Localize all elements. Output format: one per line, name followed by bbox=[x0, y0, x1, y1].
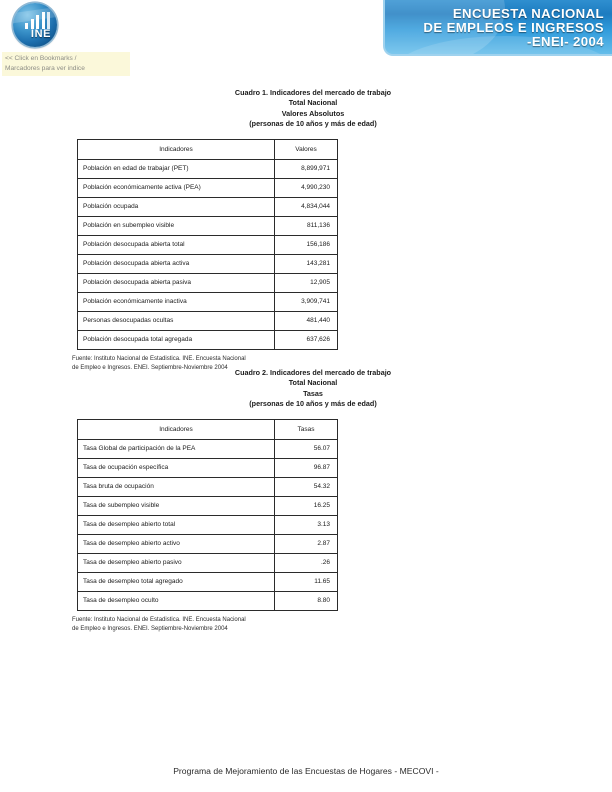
table-2-title-line-2: Total Nacional bbox=[288, 378, 338, 388]
table-1-title-line-1: Cuadro 1. Indicadores del mercado de trabajo bbox=[234, 88, 392, 97]
table-1-source-line-1: Fuente: Instituto Nacional de Estadistica. INE. Encuesta Nacional bbox=[72, 355, 246, 362]
table-row bbox=[78, 496, 338, 515]
value-cell: 3,909,741 bbox=[275, 292, 338, 311]
table-row bbox=[78, 572, 338, 591]
value-cell: 4,834,044 bbox=[275, 197, 338, 216]
table-row bbox=[78, 458, 338, 477]
table-row bbox=[78, 553, 338, 572]
table-1-title-line-2: Total Nacional bbox=[288, 98, 338, 108]
indicator-cell: Tasa Global de participación de la PEA bbox=[78, 439, 275, 458]
table-2-title-line-4: (personas de 10 años y más de edad) bbox=[249, 399, 377, 409]
table-block-cuadro-2 bbox=[0, 368, 612, 635]
globe-icon bbox=[13, 3, 57, 47]
table-1-body bbox=[78, 159, 338, 349]
table-row bbox=[78, 515, 338, 534]
table-2-col-tasas: Tasas bbox=[275, 419, 338, 439]
table-row bbox=[78, 534, 338, 553]
indicator-cell: Población desocupada abierta pasiva bbox=[78, 273, 275, 292]
indicator-cell: Personas desocupadas ocultas bbox=[78, 311, 275, 330]
bookmark-hint-line-2: Marcadores para ver indice bbox=[5, 65, 85, 73]
indicator-cell: Tasa de desempleo abierto pasivo bbox=[78, 553, 275, 572]
table-row bbox=[78, 330, 338, 349]
indicator-cell: Población ocupada bbox=[78, 197, 275, 216]
value-cell: 8.80 bbox=[275, 591, 338, 610]
table-row bbox=[78, 159, 338, 178]
table-2-title-line-1: Cuadro 2. Indicadores del mercado de trabajo bbox=[234, 368, 392, 377]
indicator-cell: Población económicamente activa (PEA) bbox=[78, 178, 275, 197]
indicator-cell: Población desocupada abierta total bbox=[78, 235, 275, 254]
bookmark-hint-line-1: << Click en Bookmarks / bbox=[5, 55, 77, 62]
table-2-title-line-3: Tasas bbox=[303, 388, 323, 398]
ine-logo bbox=[7, 3, 63, 49]
indicator-cell: Población desocupada total agregada bbox=[78, 330, 275, 349]
table-row bbox=[78, 197, 338, 216]
page-footer: Programa de Mejoramiento de las Encuestas de Hogares - MECOVI - bbox=[173, 766, 439, 776]
table-2-source-note bbox=[72, 616, 612, 635]
table-2 bbox=[77, 419, 338, 611]
value-cell: 811,136 bbox=[275, 216, 338, 235]
value-cell: 2.87 bbox=[275, 534, 338, 553]
survey-title-banner bbox=[383, 0, 612, 56]
value-cell: 143,281 bbox=[275, 254, 338, 273]
value-cell: .26 bbox=[275, 553, 338, 572]
value-cell: 3.13 bbox=[275, 515, 338, 534]
bookmark-hint-note bbox=[2, 52, 130, 76]
value-cell: 637,626 bbox=[275, 330, 338, 349]
value-cell: 96.87 bbox=[275, 458, 338, 477]
value-cell: 8,899,971 bbox=[275, 159, 338, 178]
indicator-cell: Tasa de desempleo total agregado bbox=[78, 572, 275, 591]
table-row bbox=[78, 591, 338, 610]
table-2-body bbox=[78, 439, 338, 610]
table-1-title bbox=[0, 88, 612, 130]
table-row bbox=[78, 439, 338, 458]
table-row bbox=[78, 178, 338, 197]
value-cell: 54.32 bbox=[275, 477, 338, 496]
table-2-source-line-2: de Empleo e Ingresos. ENEI. Septiembre-Noviembre 2004 bbox=[72, 626, 228, 633]
table-header-row bbox=[78, 419, 338, 439]
table-block-cuadro-1 bbox=[0, 88, 612, 374]
survey-title-line-1: ENCUESTA NACIONAL bbox=[452, 6, 604, 21]
table-header-row bbox=[78, 139, 338, 159]
value-cell: 16.25 bbox=[275, 496, 338, 515]
table-1-title-line-3: Valores Absolutos bbox=[281, 108, 345, 118]
indicator-cell: Tasa de subempleo visible bbox=[78, 496, 275, 515]
table-1-source-line-2: de Empleo e Ingresos. ENEI. Septiembre-Noviembre 2004 bbox=[72, 365, 228, 372]
table-row bbox=[78, 254, 338, 273]
table-1-col-valores: Valores bbox=[275, 139, 338, 159]
table-1-col-indicadores: Indicadores bbox=[78, 139, 275, 159]
bar-chart-icon bbox=[25, 12, 51, 29]
indicator-cell: Tasa de desempleo abierto total bbox=[78, 515, 275, 534]
table-2-col-indicadores: Indicadores bbox=[78, 419, 275, 439]
survey-title-line-2: DE EMPLEOS E INGRESOS bbox=[423, 20, 604, 36]
value-cell: 56.07 bbox=[275, 439, 338, 458]
table-2-title bbox=[0, 368, 612, 410]
ine-logo-label: INE bbox=[30, 28, 52, 40]
table-row bbox=[78, 311, 338, 330]
indicator-cell: Tasa de ocupación específica bbox=[78, 458, 275, 477]
table-row bbox=[78, 477, 338, 496]
survey-title-line-3: -ENEI- 2004 bbox=[527, 34, 604, 50]
indicator-cell: Población económicamente inactiva bbox=[78, 292, 275, 311]
value-cell: 11.65 bbox=[275, 572, 338, 591]
value-cell: 156,186 bbox=[275, 235, 338, 254]
value-cell: 4,990,230 bbox=[275, 178, 338, 197]
table-2-source-line-1: Fuente: Instituto Nacional de Estadistica. INE. Encuesta Nacional bbox=[72, 616, 246, 623]
table-row bbox=[78, 235, 338, 254]
indicator-cell: Población en subempleo visible bbox=[78, 216, 275, 235]
table-row bbox=[78, 292, 338, 311]
indicator-cell: Población desocupada abierta activa bbox=[78, 254, 275, 273]
table-row bbox=[78, 273, 338, 292]
indicator-cell: Tasa bruta de ocupación bbox=[78, 477, 275, 496]
page-header bbox=[0, 0, 612, 86]
value-cell: 481,440 bbox=[275, 311, 338, 330]
table-row bbox=[78, 216, 338, 235]
survey-title-text bbox=[423, 7, 604, 50]
indicator-cell: Tasa de desempleo oculto bbox=[78, 591, 275, 610]
indicator-cell: Tasa de desempleo abierto activo bbox=[78, 534, 275, 553]
table-1 bbox=[77, 139, 338, 350]
indicator-cell: Población en edad de trabajar (PET) bbox=[78, 159, 275, 178]
value-cell: 12,905 bbox=[275, 273, 338, 292]
table-1-title-line-4: (personas de 10 años y más de edad) bbox=[249, 119, 377, 129]
